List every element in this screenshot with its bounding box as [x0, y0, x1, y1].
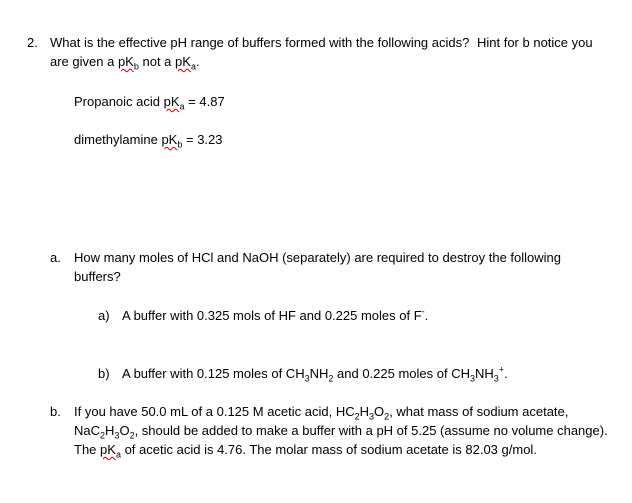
acid-pk-term: $pK_a$ — [163, 94, 185, 112]
question-intro-line — [50, 34, 593, 52]
item-sup: - — [421, 306, 425, 317]
item-letter: b) — [98, 366, 110, 381]
part-a-letter-label: a. — [50, 250, 61, 265]
part-a-text-line2 — [74, 268, 121, 286]
part-a-text1: How many moles of HCl and NaOH (separately) are required to destroy the following — [74, 250, 561, 265]
hint-continuation: are given a — [50, 54, 115, 69]
pka-term: $pK_a$ — [100, 442, 121, 460]
part-b-line2: $NaC_2H_3O_2$, should be added to make a buffer with a pH of 5.25 (assume no volume change). — [74, 423, 608, 441]
hint-text: Hint for b notice you — [476, 35, 593, 50]
item-text: A buffer with 0.125 moles of CH — [122, 366, 305, 381]
item-text: A buffer with 0.325 mols of HF and 0.225 moles of F — [122, 308, 422, 323]
part-a-text-line1 — [74, 249, 561, 267]
part-b-letter-label: b. — [50, 404, 61, 419]
acid-name: dimethylamine — [74, 132, 158, 147]
part-b-letter — [50, 403, 61, 421]
acid-item-dimethylamine — [74, 131, 223, 149]
part-a-item-b-letter — [98, 365, 110, 383]
hint-period: . — [195, 54, 200, 69]
question-intro: What is the effective pH range of buffers formed with the following acids? — [50, 35, 470, 50]
part-a-item-b: A buffer with 0.125 moles of $CH_3NH_2$ and 0.225 moles of $CH_3NH_3^+$. — [122, 364, 508, 384]
part-a-item-a-letter — [98, 307, 110, 325]
part-a-letter — [50, 249, 61, 267]
question-number — [27, 34, 38, 52]
item-letter: a) — [98, 308, 110, 323]
pkb-term: $pK_b$ — [117, 54, 139, 72]
acid-item-propanoic — [74, 93, 225, 111]
pka-term: $pK_a$ — [175, 54, 196, 72]
part-a-text2: buffers? — [74, 269, 121, 284]
acid-pk-term: $pK_b$ — [161, 132, 183, 150]
question-number-label: 2. — [27, 35, 38, 50]
part-a-item-a — [122, 307, 428, 325]
acid-value: = 3.23 — [186, 132, 223, 147]
acid-name: Propanoic acid — [74, 94, 160, 109]
part-b-line3: The $pK_a$ of acetic acid is 4.76. The molar mass of sodium acetate is 82.03 g/mol. — [74, 442, 537, 460]
acid-value: = 4.87 — [188, 94, 225, 109]
part-b-line1: If you have 50.0 mL of a 0.125 M acetic acid, $HC_2H_3O_2$, what mass of sodium acetate, — [74, 404, 569, 422]
hint-mid: not a — [142, 54, 172, 69]
item-end: . — [424, 308, 429, 323]
question-hint-line — [50, 53, 200, 71]
